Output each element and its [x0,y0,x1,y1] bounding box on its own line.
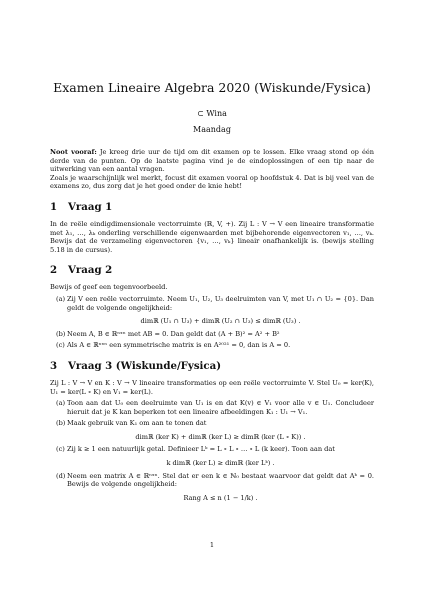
section-title: Vraag 2 [68,264,113,277]
note-label: Noot vooraf: [50,148,97,156]
q3-item-c [50,445,374,467]
item-text: Als A ∈ ℝⁿˣⁿ een symmetrische matrix is en A²⁰²¹ = 0, dan is A = 0. [67,341,291,350]
item-label: (b) [56,329,66,338]
q3-item-d [50,472,374,503]
document-title: Examen Lineaire Algebra 2020 (Wiskunde/Fysica) [53,80,371,95]
preliminary-note [50,148,374,174]
equation: Rang A ≤ n (1 − 1/k) . [183,493,258,502]
equation: dimℝ (ker K) + dimℝ (ker L) ≥ dimℝ (ker (L ∘ K)) . [135,432,306,441]
item-label: (c) [56,445,65,454]
item-text: Maak gebruik van K₁ om aan te tonen dat [67,419,207,428]
q2-item-c [50,341,374,350]
section-title: Vraag 3 (Wiskunde/Fysica) [68,359,222,372]
q3-items [50,399,374,502]
equation: k dimℝ (ker L) ≥ dimℝ (ker Lᵏ) . [166,459,275,468]
section-heading-q1 [50,201,374,213]
q2-item-a [50,295,374,326]
section-heading-q2 [50,264,374,276]
item-text: Zij V een reële vectorruimte. Neem U₁, U₂, U₃ deelruimten van V, met U₁ ∩ U₂ = {0}. Dan geldt de volgende ongelijkheid: [67,294,374,312]
q1-text: In de reële eindigdimensionale vectorruimte (ℝ, V, +). Zij L : V → V een lineaire transformatie met λ₁, …, λₖ onderling verschillende eigenwaarden met bijbehorende eigenvectoren v₁, …, vₖ. Bewijs dat de verzameling eigenvectoren {v₁, …, vₖ} lineair onafhankelijk is. (bewijs stelling 5.18 in de cursus). [50,219,374,254]
item-label: (b) [56,419,66,428]
section-heading-q3 [50,360,374,372]
item-text: Neem A, B ∈ ℝⁿˣⁿ met AB = 0. Dan geldt dat (A + B)² = A² + B² [67,329,280,338]
exam-day: Maandag [193,125,231,134]
section-number: 3 [50,359,58,372]
equation: dimℝ (U₁ ∩ U₃) + dimℝ (U₂ ∩ U₃) ≤ dimℝ (U₃) . [140,317,301,326]
item-label: (c) [56,341,65,350]
item-text: Zij k ≥ 1 een natuurlijk getal. Definieer Lᵏ = L ∘ L ∘ … ∘ L (k keer). Toon aan dat [67,445,335,454]
preliminary-note-2: Zoals je waarschijnlijk wel merkt, focust dit examen vooral op hoofdstuk 4. Dat is bij veel van de examens zo, dus zorg dat je het goed onder de knie hebt! [50,173,374,191]
q2-items [50,295,374,350]
section-number: 1 [50,200,58,213]
q3-item-b [50,419,374,441]
item-text: Toon aan dat U₀ een deelruimte van U₁ is en dat K(v) ∈ V₁ voor alle v ∈ U₁. Concludeer hieruit dat je K kan beperken tot een lineaire afbeeldingen K₁ : U₁ → V₁. [67,399,374,416]
q2-intro: Bewijs of geef een tegenvoorbeeld. [50,283,168,292]
author: ⊂ Wina [197,109,227,118]
section-title: Vraag 1 [68,200,113,213]
section-number: 2 [50,264,58,277]
item-label: (d) [56,471,66,480]
item-label: (a) [56,294,66,303]
q3-intro: Zij L : V → V en K : V → V lineaire transformaties op een reële vectorruimte V. Stel U₀ = ker(K), U₁ = ker(L ∘ K) en V₁ = ker(L). [50,378,374,396]
item-label: (a) [56,399,66,408]
page-number: 1 [209,541,215,549]
q3-item-a [50,399,374,416]
item-text: Neem een matrix A ∈ ℝⁿˣⁿ. Stel dat er een k ∈ ℕ₀ bestaat waarvoor dat geldt dat Aᵏ = 0. Bewijs de volgende ongelijkheid: [67,471,374,489]
note-text: Je kreeg drie uur de tijd om dit examen op te lossen. Elke vraag stond op één derde van de punten. Op de laatste pagina vind je de eindoplossingen of een tip naar de uitwerking van een aantal vragen. [50,148,374,174]
q2-item-b [50,330,374,339]
